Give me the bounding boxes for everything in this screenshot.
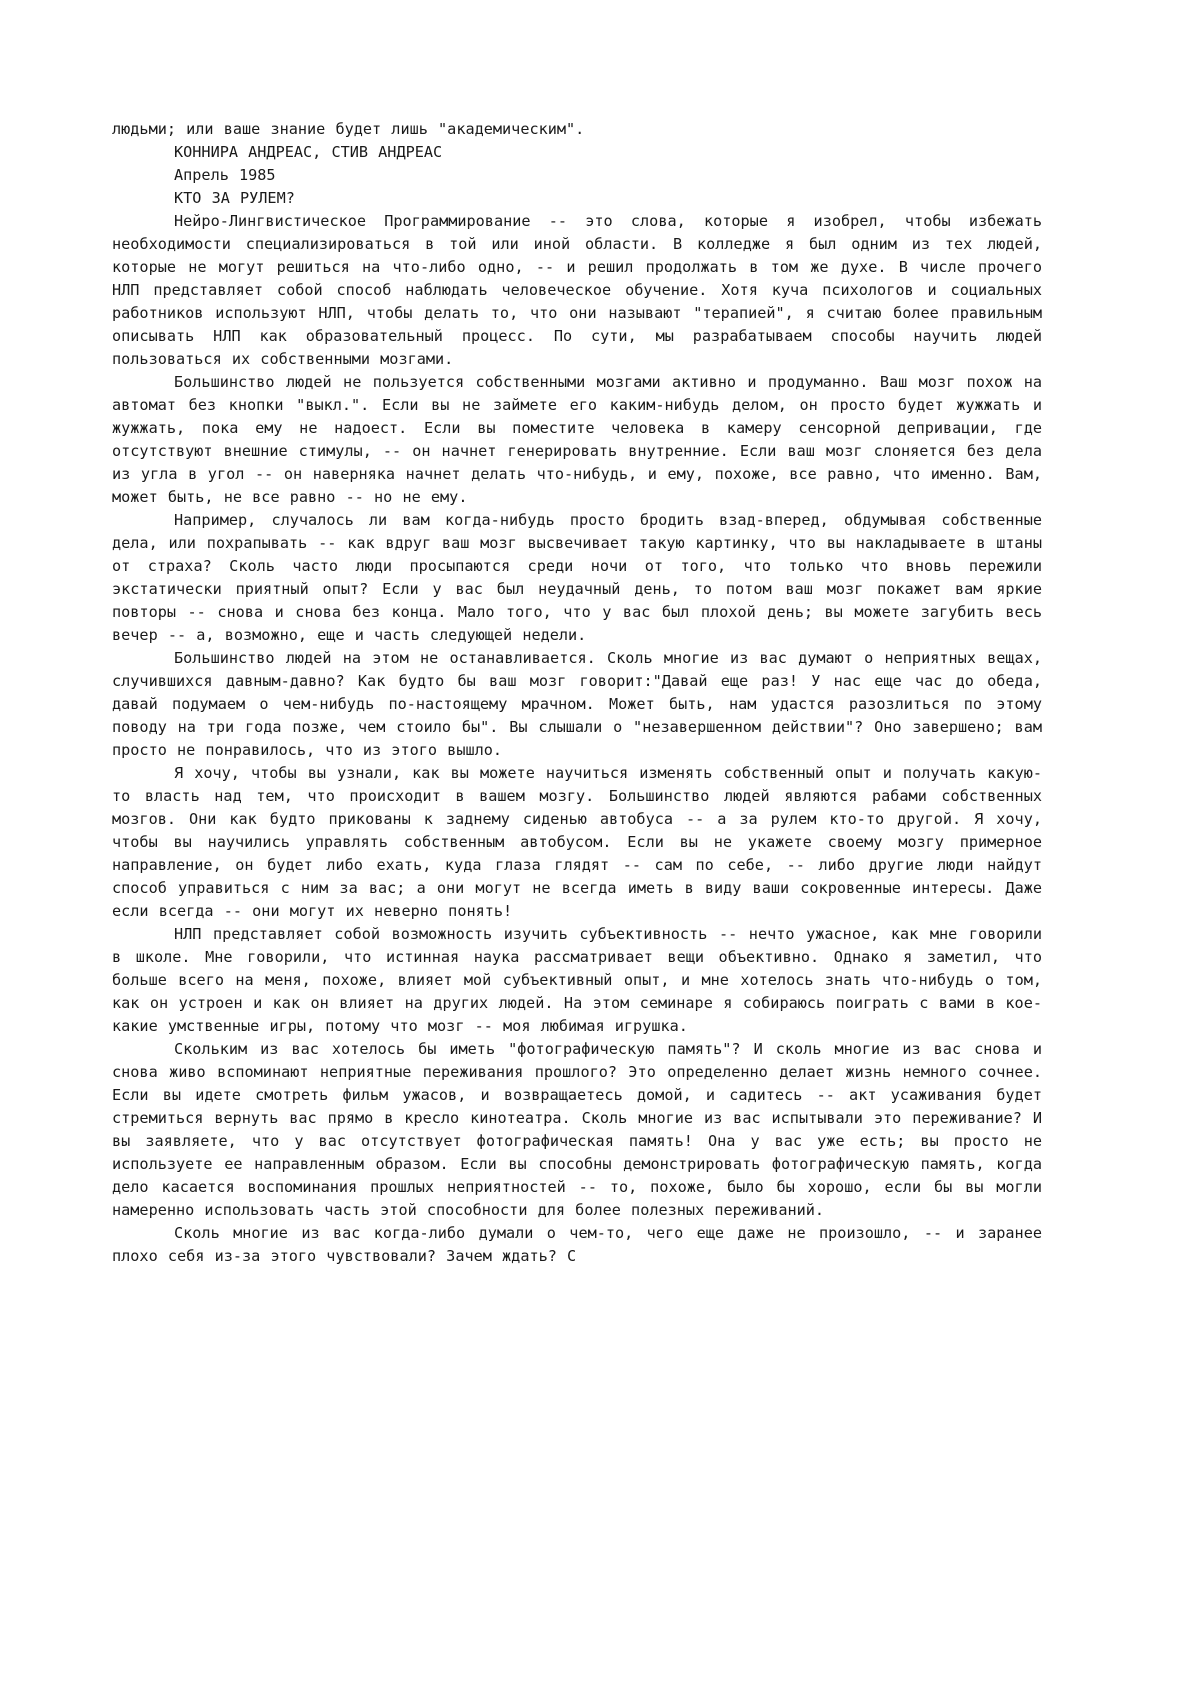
authors-line: КОННИРА АНДРЕАС, СТИВ АНДРЕАС	[174, 143, 443, 161]
paragraph-2: Большинство людей не пользуется собственными мозгами активно и продуманно. Ваш мозг похож на автомат без кнопки "выкл.". Если вы не займете его каким-нибудь делом, он просто будет жужжать и жужжать, пока ему не надоест. Если вы поместите человека в камеру сенсорной депривации, где отсутствуют внешние стимулы, -- он начнет генерировать внутренние. Если ваш мозг слоняется без дела из угла в угол -- он наверняка начнет делать что-нибудь, и ему, похоже, все равно, что именно. Вам, может быть, не все равно -- но не ему.	[112, 373, 1042, 506]
paragraph-8: Сколь многие из вас когда-либо думали о чем-то, чего еще даже не произошло, -- и заранее плохо себя из-за этого чувствовали? Зачем ждать? С	[112, 1224, 1042, 1265]
paragraph-7: Скольким из вас хотелось бы иметь "фотографическую память"? И сколь многие из вас снова и снова живо вспоминают неприятные переживания прошлого? Это определенно делает жизнь немного сочнее. Если вы идете смотреть фильм ужасов, и возвращаетесь домой, и садитесь -- акт усаживания будет стремиться вернуть вас прямо в кресло кинотеатра. Сколь многие из вас испытывали это переживание? И вы заявляете, что у вас отсутствует фотографическая память! Она у вас уже есть; вы просто не используете ее направленным образом. Если вы способны демонстрировать фотографическую память, когда дело касается воспоминания прошлых неприятностей -- то, похоже, было бы хорошо, если бы вы могли намеренно использовать часть этой способности для более полезных переживаний.	[112, 1040, 1042, 1219]
chapter-heading: КТО ЗА РУЛЕМ?	[174, 189, 295, 207]
document-page	[112, 118, 1042, 1268]
date-line: Апрель 1985	[174, 166, 276, 184]
opening-line: людьми; или ваше знание будет лишь "академическим".	[112, 120, 585, 138]
paragraph-3: Например, случалось ли вам когда-нибудь просто бродить взад-вперед, обдумывая собственные дела, или похрапывать -- как вдруг ваш мозг высвечивает такую картинку, что вы накладываете в штаны от страха? Сколь часто люди просыпаются среди ночи от того, что только что вновь пережили экстатически приятный опыт? Если у вас был неудачный день, то потом ваш мозг покажет вам яркие повторы -- снова и снова без конца. Мало того, что у вас был плохой день; вы можете загубить весь вечер -- а, возможно, еще и часть следующей недели.	[112, 511, 1042, 644]
paragraph-4: Большинство людей на этом не останавливается. Сколь многие из вас думают о неприятных вещах, случившихся давным-давно? Как будто бы ваш мозг говорит:"Давай еще раз! У нас еще час до обеда, давай подумаем о чем-нибудь по-настоящему мрачном. Может быть, нам удастся разозлиться по этому поводу на три года позже, чем стоило бы". Вы слышали о "незавершенном действии"? Оно завершено; вам просто не понравилось, что из этого вышло.	[112, 649, 1042, 759]
paragraph-5: Я хочу, чтобы вы узнали, как вы можете научиться изменять собственный опыт и получать какую-то власть над тем, что происходит в вашем мозгу. Большинство людей являются рабами собственных мозгов. Они как будто прикованы к заднему сиденью автобуса -- а за рулем кто-то другой. Я хочу, чтобы вы научились управлять собственным автобусом. Если вы не укажете своему мозгу примерное направление, он будет либо ехать, куда глаза глядят -- сам по себе, -- либо другие люди найдут способ управиться с ним за вас; а они могут не всегда иметь в виду ваши сокровенные интересы. Даже если всегда -- они могут их неверно понять!	[112, 764, 1042, 920]
paragraph-6: НЛП представляет собой возможность изучить субъективность -- нечто ужасное, как мне говорили в школе. Мне говорили, что истинная наука рассматривает вещи объективно. Однако я заметил, что больше всего на меня, похоже, влияет мой субъективный опыт, и мне хотелось знать что-нибудь о том, как он устроен и как он влияет на других людей. На этом семинаре я собираюсь поиграть с вами в кое-какие умственные игры, потому что мозг -- моя любимая игрушка.	[112, 925, 1042, 1035]
paragraph-1: Нейро-Лингвистическое Программирование -- это слова, которые я изобрел, чтобы избежать необходимости специализироваться в той или иной области. В колледже я был одним из тех людей, которые не могут решиться на что-либо одно, -- и решил продолжать в том же духе. В числе прочего НЛП представляет собой способ наблюдать человеческое обучение. Хотя куча психологов и социальных работников используют НЛП, чтобы делать то, что они называют "терапией", я считаю более правильным описывать НЛП как образовательный процесс. По сути, мы разрабатываем способы научить людей пользоваться их собственными мозгами.	[112, 212, 1042, 368]
